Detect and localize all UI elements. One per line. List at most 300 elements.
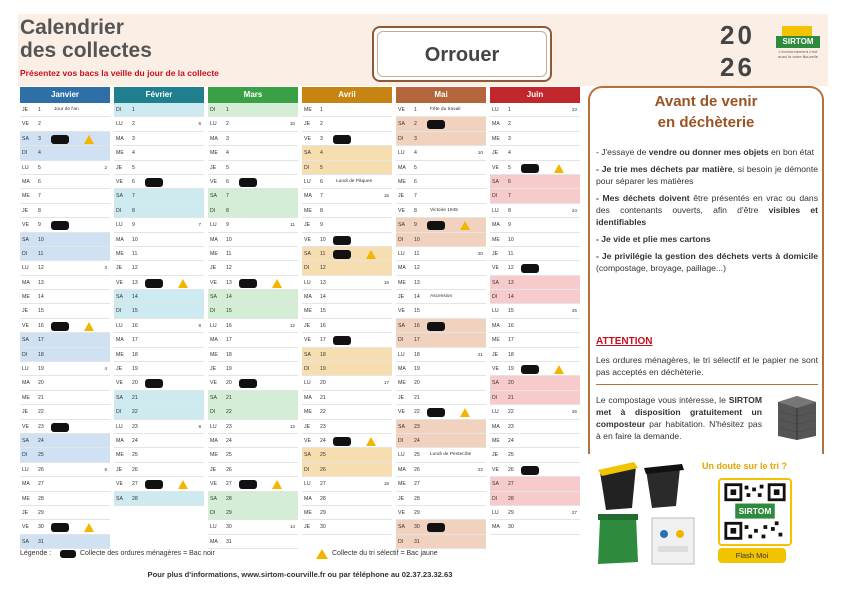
day-name: DI <box>210 107 216 113</box>
day-name: DI <box>22 351 28 358</box>
compost-text: Le compostage vous intéresse, le SIRTOM met à disposition gratuitement un composteur par habitation. N'hésitez pas à en faire la demande. <box>596 395 762 441</box>
day-name: JE <box>398 495 405 502</box>
day-name: SA <box>22 538 29 545</box>
week-number: 9 <box>198 423 201 429</box>
day-row <box>208 189 298 203</box>
day-row <box>114 103 204 117</box>
day-row <box>396 261 486 275</box>
day-name: JE <box>22 509 29 516</box>
day-name: MA <box>116 135 124 142</box>
day-row <box>20 448 110 462</box>
day-number: 8 <box>320 207 323 214</box>
day-row <box>396 161 486 175</box>
black-bin-marker-icon <box>333 437 351 446</box>
day-number: 17 <box>508 337 514 344</box>
day-number: 15 <box>226 308 232 315</box>
day-number: 25 <box>414 452 420 459</box>
day-row <box>490 276 580 290</box>
holiday-label: Ascension <box>430 294 453 300</box>
day-row <box>302 146 392 160</box>
year-line1: 20 <box>720 20 755 50</box>
day-name: MA <box>492 322 500 329</box>
day-row <box>20 376 110 390</box>
week-number: 6 <box>198 121 201 127</box>
week-number: 5 <box>104 466 107 472</box>
day-row <box>396 520 486 534</box>
week-number: 14 <box>289 524 295 530</box>
day-number: 12 <box>226 265 232 272</box>
logo-tagline: L'environnement c'est aussi la votre Nouvelle <box>778 50 818 59</box>
day-number: 2 <box>508 121 511 128</box>
day-number: 22 <box>132 409 138 416</box>
day-number: 5 <box>508 164 511 171</box>
day-name: LU <box>492 207 499 214</box>
day-name: SA <box>116 394 123 401</box>
yellow-bin-marker-icon <box>84 523 94 532</box>
day-number: 24 <box>414 437 420 444</box>
day-row <box>490 132 580 146</box>
day-name: JE <box>116 366 123 373</box>
day-number: 9 <box>38 222 41 229</box>
day-number: 22 <box>320 409 326 416</box>
day-row <box>396 434 486 448</box>
yellow-bin-marker-icon <box>316 549 328 559</box>
day-name: SA <box>210 294 217 301</box>
day-name: ME <box>304 107 312 113</box>
day-row <box>114 405 204 419</box>
day-name: SA <box>398 524 405 531</box>
day-row <box>302 189 392 203</box>
logo-bar <box>782 26 812 36</box>
day-name: MA <box>304 193 312 200</box>
day-row <box>20 506 110 520</box>
day-name: LU <box>22 466 29 473</box>
day-row <box>396 405 486 419</box>
day-number: 25 <box>508 452 514 459</box>
day-number: 18 <box>132 351 138 358</box>
day-row <box>302 492 392 506</box>
day-row <box>490 161 580 175</box>
day-name: VE <box>304 437 311 444</box>
day-name: ME <box>116 351 124 358</box>
day-number: 21 <box>508 394 514 401</box>
day-name: JE <box>210 265 217 272</box>
day-number: 20 <box>226 380 232 387</box>
month-header: Mai <box>396 87 486 103</box>
day-row <box>302 477 392 491</box>
black-bin-marker-icon <box>51 423 69 432</box>
legend-label: Légende : <box>20 550 52 557</box>
day-name: SA <box>22 337 29 344</box>
day-number: 5 <box>132 164 135 171</box>
holiday-label: Jour de l'an <box>54 107 79 112</box>
day-number: 8 <box>132 207 135 214</box>
yellow-bin-marker-icon <box>178 480 188 489</box>
week-number: 13 <box>289 423 295 429</box>
day-number: 8 <box>414 207 417 214</box>
day-row <box>20 117 110 131</box>
day-name: DI <box>398 337 404 344</box>
tip-2: - Je trie mes déchets par matière, si besoin je démonte pour séparer les matières <box>596 163 818 187</box>
attention-text: Les ordures ménagères, le tri sélectif et le papier ne sont pas acceptés en déchèterie. <box>596 355 818 377</box>
day-number: 22 <box>508 409 514 416</box>
day-number: 24 <box>38 437 44 444</box>
day-number: 14 <box>414 294 420 301</box>
day-number: 19 <box>132 366 138 373</box>
day-row <box>490 434 580 448</box>
day-row <box>208 376 298 390</box>
month-header: Mars <box>208 87 298 103</box>
day-row <box>208 204 298 218</box>
day-row <box>208 218 298 232</box>
day-number: 20 <box>414 380 420 387</box>
week-number: 10 <box>477 150 483 156</box>
day-row <box>20 362 110 376</box>
day-number: 8 <box>508 207 511 214</box>
day-name: ME <box>210 351 218 358</box>
day-row <box>20 520 110 534</box>
day-row <box>208 117 298 131</box>
black-bin-marker-icon <box>51 322 69 331</box>
day-row <box>114 391 204 405</box>
day-name: SA <box>210 193 217 200</box>
day-name: ME <box>210 452 218 459</box>
day-name: JE <box>492 250 499 257</box>
day-number: 2 <box>132 121 135 128</box>
day-row <box>208 247 298 261</box>
day-name: MA <box>22 380 30 387</box>
day-row <box>302 420 392 434</box>
yellow-bin-marker-icon <box>366 250 376 259</box>
day-number: 22 <box>414 409 420 416</box>
day-number: 1 <box>226 107 229 113</box>
day-name: JE <box>22 409 29 416</box>
day-name: LU <box>22 164 29 171</box>
day-name: LU <box>210 524 217 531</box>
day-row <box>490 290 580 304</box>
day-row <box>490 218 580 232</box>
day-name: ME <box>116 452 124 459</box>
day-row <box>114 117 204 131</box>
day-row <box>302 391 392 405</box>
day-name: MA <box>304 495 312 502</box>
day-name: JE <box>398 193 405 200</box>
tip-4: - Je vide et plie mes cartons <box>596 234 711 245</box>
day-row <box>208 276 298 290</box>
day-number: 8 <box>226 207 229 214</box>
week-number: 25 <box>571 308 577 314</box>
day-name: VE <box>116 481 123 488</box>
day-number: 19 <box>414 366 420 373</box>
day-number: 14 <box>320 294 326 301</box>
day-row <box>302 261 392 275</box>
day-row <box>208 304 298 318</box>
day-row <box>20 304 110 318</box>
day-number: 26 <box>508 466 514 473</box>
day-number: 25 <box>226 452 232 459</box>
day-name: ME <box>304 207 312 214</box>
day-row <box>20 276 110 290</box>
day-row <box>490 319 580 333</box>
day-number: 15 <box>414 308 420 315</box>
day-name: LU <box>22 366 29 373</box>
week-number: 18 <box>383 481 389 487</box>
day-number: 17 <box>226 337 232 344</box>
day-row <box>114 492 204 506</box>
day-row <box>20 204 110 218</box>
black-bin-marker-icon <box>333 135 351 144</box>
day-name: ME <box>22 193 30 200</box>
day-row <box>114 276 204 290</box>
black-bin-marker-icon <box>51 135 69 144</box>
day-row <box>20 103 110 117</box>
day-row <box>490 405 580 419</box>
day-row <box>20 175 110 189</box>
day-row <box>490 448 580 462</box>
day-name: DI <box>116 409 122 416</box>
legend <box>20 548 580 564</box>
day-name: SA <box>116 495 123 502</box>
day-name: LU <box>210 222 217 229</box>
day-row <box>490 103 580 117</box>
day-row <box>208 448 298 462</box>
day-number: 7 <box>132 193 135 200</box>
day-name: LU <box>492 409 499 416</box>
day-number: 18 <box>414 351 420 358</box>
day-row <box>396 175 486 189</box>
day-row <box>302 204 392 218</box>
day-name: JE <box>398 294 405 301</box>
day-row <box>396 348 486 362</box>
day-name: MA <box>398 164 406 171</box>
day-name: LU <box>116 322 123 329</box>
week-number: 21 <box>477 351 483 357</box>
day-number: 21 <box>414 394 420 401</box>
day-name: JE <box>22 207 29 214</box>
day-row <box>302 132 392 146</box>
day-row <box>208 477 298 491</box>
day-number: 4 <box>226 150 229 157</box>
black-bin-marker-icon <box>239 480 257 489</box>
day-name: SA <box>398 423 405 430</box>
day-name: ME <box>304 509 312 516</box>
day-row <box>302 161 392 175</box>
day-row <box>396 362 486 376</box>
day-name: VE <box>398 409 405 416</box>
week-number: 8 <box>198 322 201 328</box>
day-number: 8 <box>38 207 41 214</box>
black-bin-marker-icon <box>60 550 76 558</box>
day-name: VE <box>116 380 123 387</box>
yellow-bin-marker-icon <box>178 279 188 288</box>
day-name: VE <box>210 178 217 185</box>
day-name: SA <box>492 178 499 185</box>
day-row <box>490 304 580 318</box>
day-row <box>302 362 392 376</box>
day-name: DI <box>210 509 216 516</box>
tip-3: - Mes déchets doivent être présentés en vrac ou dans des contenants ouverts, afin d'être visibles et identifiables <box>596 192 818 228</box>
day-number: 14 <box>132 294 138 301</box>
day-row <box>114 261 204 275</box>
holiday-label: Victoire 1945 <box>430 207 458 213</box>
day-name: VE <box>22 222 29 229</box>
day-row <box>396 117 486 131</box>
day-name: JE <box>116 164 123 171</box>
title-line1: Calendrier <box>20 16 124 39</box>
day-row <box>396 477 486 491</box>
day-row <box>20 333 110 347</box>
day-row <box>20 261 110 275</box>
flash-me-button[interactable]: Flash Moi <box>718 548 786 563</box>
day-row <box>302 175 392 189</box>
day-number: 14 <box>38 294 44 301</box>
day-name: LU <box>116 423 123 430</box>
black-bin-marker-icon <box>333 250 351 259</box>
day-name: MA <box>210 538 218 545</box>
week-number: 20 <box>477 250 483 256</box>
day-row <box>302 276 392 290</box>
day-number: 20 <box>132 380 138 387</box>
day-number: 15 <box>508 308 514 315</box>
day-number: 25 <box>320 452 326 459</box>
day-row <box>20 233 110 247</box>
day-name: DI <box>398 135 404 142</box>
day-row <box>114 189 204 203</box>
day-row <box>20 290 110 304</box>
panel-title-line1: Avant de venir <box>654 93 758 110</box>
day-number: 4 <box>414 150 417 157</box>
day-row <box>302 348 392 362</box>
black-bin-marker-icon <box>427 322 445 331</box>
day-name: MA <box>116 337 124 344</box>
day-name: SA <box>304 250 311 257</box>
day-name: LU <box>210 322 217 329</box>
day-number: 12 <box>414 265 420 272</box>
day-row <box>396 218 486 232</box>
day-number: 13 <box>414 279 420 286</box>
black-bin-marker-icon <box>427 408 445 417</box>
day-number: 10 <box>414 236 420 243</box>
day-name: LU <box>398 250 405 257</box>
day-row <box>490 348 580 362</box>
day-name: VE <box>492 265 499 272</box>
day-name: LU <box>304 178 311 185</box>
black-bin-marker-icon <box>51 221 69 230</box>
day-number: 12 <box>320 265 326 272</box>
qr-code[interactable] <box>718 478 792 546</box>
day-name: JE <box>398 394 405 401</box>
day-number: 23 <box>226 423 232 430</box>
day-name: MA <box>304 294 312 301</box>
day-number: 12 <box>508 265 514 272</box>
day-number: 3 <box>414 135 417 142</box>
day-number: 23 <box>508 423 514 430</box>
day-name: DI <box>22 452 28 459</box>
day-number: 4 <box>38 150 41 157</box>
day-number: 2 <box>320 121 323 128</box>
day-number: 16 <box>508 322 514 329</box>
day-name: DI <box>398 236 404 243</box>
week-number: 11 <box>290 222 295 228</box>
day-row <box>20 405 110 419</box>
day-name: VE <box>492 466 499 473</box>
day-row <box>114 247 204 261</box>
black-bin-marker-icon <box>521 365 539 374</box>
day-name: MA <box>492 121 500 128</box>
day-name: MA <box>492 524 500 531</box>
black-bin-marker-icon <box>239 279 257 288</box>
day-name: VE <box>492 164 499 171</box>
day-row <box>302 304 392 318</box>
day-row <box>208 434 298 448</box>
day-row <box>302 319 392 333</box>
day-name: LU <box>116 222 123 229</box>
day-number: 2 <box>226 121 229 128</box>
day-number: 3 <box>38 135 41 142</box>
day-name: DI <box>398 538 404 545</box>
month-janvier <box>20 87 110 549</box>
day-number: 29 <box>320 509 326 516</box>
day-row <box>302 333 392 347</box>
day-number: 16 <box>38 322 44 329</box>
day-name: VE <box>210 380 217 387</box>
day-row <box>208 175 298 189</box>
day-name: ME <box>492 437 500 444</box>
day-number: 10 <box>226 236 232 243</box>
day-number: 26 <box>226 466 232 473</box>
day-row <box>302 448 392 462</box>
week-number: 12 <box>289 322 295 328</box>
yellow-bin-marker-icon <box>272 279 282 288</box>
day-row <box>20 420 110 434</box>
day-number: 12 <box>132 265 138 272</box>
yellow-bin-icon <box>598 462 638 510</box>
day-name: ME <box>22 495 30 502</box>
day-row <box>302 218 392 232</box>
day-row <box>302 290 392 304</box>
day-number: 26 <box>38 466 44 473</box>
black-bin-marker-icon <box>239 178 257 187</box>
day-name: MA <box>398 466 406 473</box>
week-number: 15 <box>383 193 389 199</box>
day-name: VE <box>22 322 29 329</box>
day-number: 27 <box>132 481 138 488</box>
day-number: 29 <box>38 509 44 516</box>
day-name: MA <box>22 178 30 185</box>
day-number: 18 <box>226 351 232 358</box>
day-name: LU <box>398 351 405 358</box>
day-row <box>20 348 110 362</box>
sirtom-logo <box>774 26 820 80</box>
day-number: 24 <box>320 437 326 444</box>
day-name: VE <box>398 509 405 516</box>
day-name: LU <box>22 265 29 272</box>
day-number: 4 <box>320 150 323 157</box>
day-row <box>208 319 298 333</box>
day-number: 16 <box>414 322 420 329</box>
day-name: ME <box>398 380 406 387</box>
day-number: 25 <box>38 452 44 459</box>
week-number: 17 <box>383 380 389 386</box>
day-row <box>490 189 580 203</box>
yellow-bin-marker-icon <box>272 480 282 489</box>
day-name: VE <box>210 481 217 488</box>
day-number: 24 <box>508 437 514 444</box>
week-number: 4 <box>104 366 107 372</box>
day-number: 18 <box>320 351 326 358</box>
day-number: 23 <box>320 423 326 430</box>
day-number: 2 <box>38 121 41 128</box>
